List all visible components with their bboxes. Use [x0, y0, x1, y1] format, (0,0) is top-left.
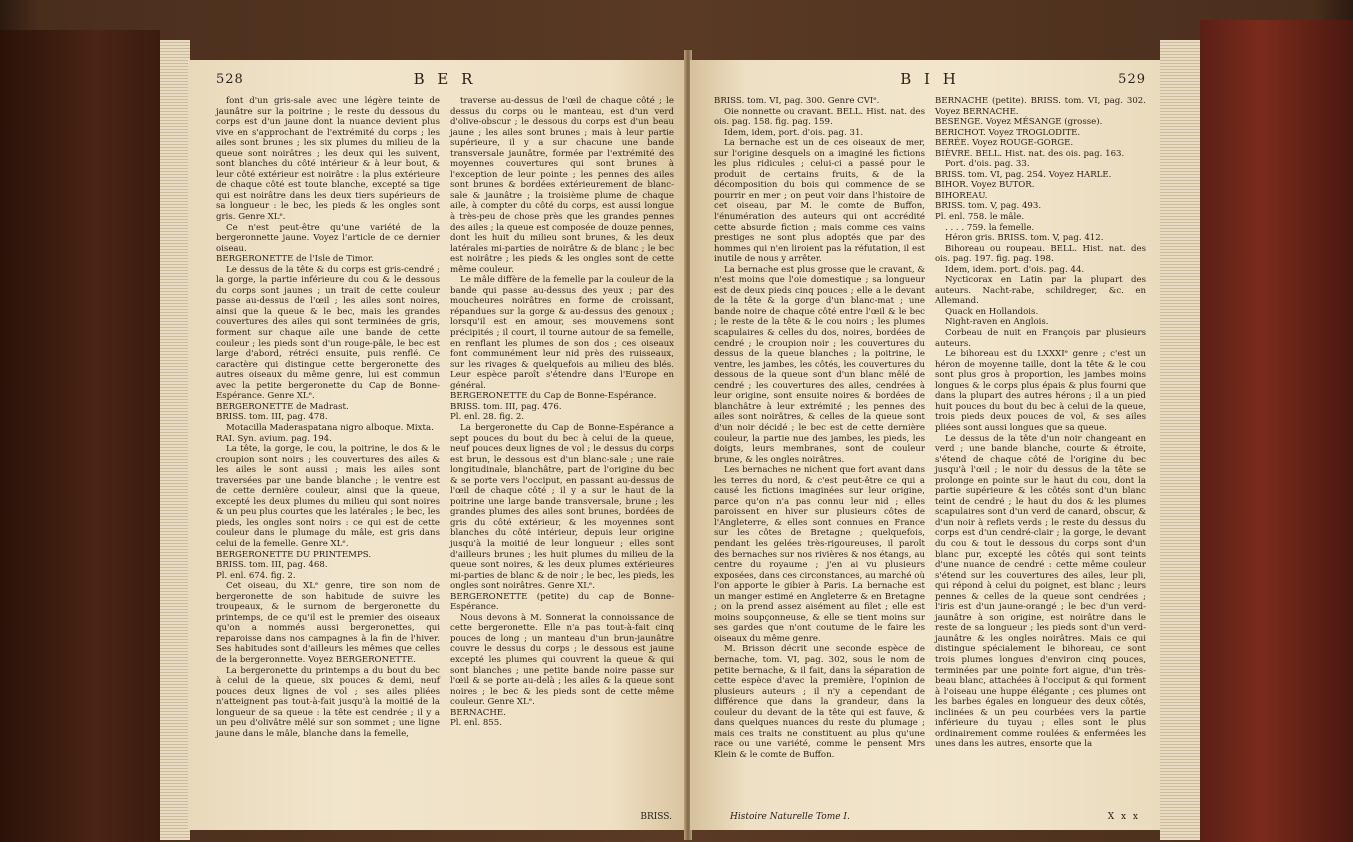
text-paragraph: Héron gris. BRISS. tom. V, pag. 412.	[945, 233, 1104, 244]
text-paragraph: BRISS. tom. VI, pag. 254. Voyez HARLE.	[935, 169, 1112, 180]
left-running-head: B E R	[413, 70, 477, 88]
text-paragraph: font d'un gris-sale avec une légère teinte de jaunâtre sur la poitrine ; le reste du dessous du corps est d'un jaune dont la nuance devient plus vive en s'approchant de l'extrémité du corps ; les ailes sont brunes ; les six plumes du milieu de la queue sont noirâtres ; les deux qui les suivent, sont blanches du côté intérieur & à leur bout, & leur côté extérieur est noirâtre : la plus extérieure de chaque côté est toute blanche, excepté sa tige qui est noirâtre dans les deux tiers supérieurs de sa longueur : le bec, les pieds & les ongles sont gris. Genre XLᵉ.	[216, 96, 440, 223]
text-paragraph: BERGERONETTE (petite) du cap de Bonne-Espérance.	[450, 591, 674, 613]
text-paragraph: La bergeronette du printemps a du bout du bec à celui de la queue, six pouces & demi, neuf pouces deux lignes de vol ; ses ailes pliées n'atteignent pas tout-à-fait jusqu'à la moitié de la longueur de sa queue : la tête est cendrée ; il y a un peu d'olivâtre mêlé sur son sommet ; une ligne jaune dans le mâle, blanche dans la femelle,	[216, 665, 440, 739]
text-paragraph: BIHOREAU.	[935, 190, 988, 201]
signature-mark: X x x	[1107, 812, 1140, 822]
text-paragraph: Le bihoreau est du LXXXIᵉ genre ; c'est un héron de moyenne taille, dont la tête & le cou sont plus gros à proportion, les jambes moins longues & le corps plus épais & plus fourni que dans la plupart des autres hérons ; il a un pied huit pouces du bout du bec à celui de la queue, trois pieds deux pouces de vol, & ses ailes pliées sont aussi longues que sa queue.	[935, 349, 1146, 433]
text-paragraph: Les bernaches ne nichent que fort avant dans les terres du nord, & c'est peut-être ce qui a causé les fictions imaginées sur leur origine, parce qu'on n'a pas connu leur nid ; elles paroissent en hiver sur plusieurs côtes de l'Angleterre, & elles sont connues en France sur les côtes de Bretagne ; quelquefois, pendant les gelées très-rigoureuses, il paroît des bernaches sur nos rivières & nos étangs, au centre du royaume ; j'en ai vu plusieurs exposées, dans ces circonstances, au marché où l'on apporte le gibier à Paris. La bernache est un manger estimé en Angleterre & en Bretagne ; on la prend assez aisément au filet ; elle est moins soupçonneuse, & elle se tient moins sur ses gardes que n'ont coutume de le faire les oiseaux du même genre.	[714, 465, 925, 644]
text-paragraph: BRISS. tom. VI, pag. 300. Genre CVIᵉ.	[714, 96, 880, 106]
book-cover-right	[1200, 20, 1353, 842]
text-paragraph: Pl. enl. 28. fig. 2.	[450, 412, 525, 423]
text-paragraph: Nous devons à M. Sonnerat la connoissance de cette bergeronette. Elle n'a pas tout-à-fait cinq pouces de long ; un manteau d'un brun-jaunâtre couvre le dessus du corps ; le dessous est jaune excepté les plumes qui couvrent la queue & qui sont blanches ; une petite bande noire passe sur l'œil & se porte au-delà ; les ailes & la queue sont noires ; le bec & les pieds sont de cette même couleur. Genre XLᵉ.	[450, 612, 674, 708]
text-paragraph: BERGERONETTE DU PRINTEMPS.	[216, 549, 372, 560]
text-paragraph: BERÉE. Voyez ROUGE-GORGE.	[935, 138, 1074, 149]
page-edges-right	[1160, 40, 1200, 840]
text-paragraph: BIHOR. Voyez BUTOR.	[935, 180, 1035, 191]
text-paragraph: BRISS. tom. V, pag. 493.	[935, 201, 1042, 212]
right-column-1	[714, 96, 925, 760]
text-paragraph: Bihoreau ou roupeau. BELL. Hist. nat. des ois. pag. 197. fig. pag. 198.	[935, 243, 1146, 265]
left-column-1	[216, 96, 440, 739]
right-page-header	[714, 70, 1146, 96]
text-paragraph: Night-raven en Anglois.	[945, 317, 1049, 328]
book-cover-left	[0, 30, 160, 842]
text-paragraph: traverse au-dessus de l'œil de chaque côté ; le dessus du corps ou le manteau, est d'un verd d'olive-obscur ; le dessous du corps est d'un beau jaune ; les ailes sont brunes ; mais à leur partie supérieure, il y a sur chacune une bande transversale jaunâtre, formée par l'extrémité des moyennes couvertures qui sont brunes à l'exception de leur pointe ; les pennes des ailes sont brunes & bordées extérieurement de blanc-sale & jaunâtre ; la troisième plume de chaque aile, à compter du côté du corps, est aussi longue à très-peu de chose près que les grandes pennes des ailes ; la queue est composée de douze pennes, dont les huit du milieu sont brunes, & les deux latérales mi-parties de noirâtre & de blanc ; le bec est noirâtre ; les pieds & les ongles sont de cette même couleur.	[450, 96, 674, 275]
left-catchword: BRISS.	[640, 812, 672, 822]
text-paragraph: Port. d'ois. pag. 33.	[945, 159, 1030, 170]
left-page-header	[216, 70, 674, 96]
text-paragraph: Oie nonnette ou cravant. BELL. Hist. nat. des ois. pag. 158. fig. pag. 159.	[714, 106, 925, 128]
text-paragraph: BERGERONETTE de Madrast.	[216, 401, 349, 412]
page-edges-left	[160, 40, 190, 840]
text-paragraph: Nycticorax en Latin par la plupart des auteurs. Nacht-rabe, schildreger, &c. en Allemand.	[935, 275, 1146, 307]
text-paragraph: BRISS. tom. III, pag. 478.	[216, 412, 328, 423]
text-paragraph: BERGERONETTE du Cap de Bonne-Espérance.	[450, 391, 657, 402]
text-paragraph: Pl. enl. 758. le mâle.	[935, 212, 1025, 223]
right-column-2	[935, 96, 1146, 760]
text-paragraph: RAI. Syn. avium. pag. 194.	[216, 433, 332, 444]
text-paragraph: La bernache est un de ces oiseaux de mer, sur l'origine desquels on a imaginé les fictions les plus ridicules ; celui-ci a passé pour le produit de certains fruits, & de la décomposition du bois qui commence de se pourrir en mer ; on peut voir dans l'histoire de cet oiseau, par M. le comte de Buffon, l'énumération des auteurs qui ont accrédité cette absurde fiction ; mais comme ces vains prestiges ne sont plus adoptés que par des hommes qui n'en liroient pas la réfutation, il est inutile de nous y arrêter.	[714, 138, 925, 265]
text-paragraph: BERGERONETTE de l'Isle de Timor.	[216, 254, 374, 265]
text-paragraph: Motacilla Maderaspatana nigro alboque. Mixta.	[226, 422, 434, 433]
text-paragraph: Pl. enl. 855.	[450, 718, 502, 729]
text-paragraph: Ce n'est peut-être qu'une variété de la bergeronnette jaune. Voyez l'article de ce dernier oiseau.	[216, 222, 440, 254]
text-paragraph: BIÈVRE. BELL. Hist. nat. des ois. pag. 163.	[935, 148, 1125, 159]
text-paragraph: Le mâle diffère de la femelle par la couleur de la bande qui passe au-dessus des yeux ; par des moucheures noirâtres en forme de croissant, répandues sur la gorge & au-dessus des genoux ; lorsqu'il est en amour, ses mouvemens sont précipités ; il court, il tourne autour de sa femelle, en renflant les plumes de son dos ; ces oiseaux font communément leur nid près des ruisseaux, sur les rivages & quelquefois au milieu des blés. Leur espèce paroît s'étendre dans l'Europe en général.	[450, 275, 674, 391]
text-paragraph: Corbeau de nuit en François par plusieurs auteurs.	[935, 328, 1146, 349]
text-paragraph: Le dessus de la tête & du corps est gris-cendré ; la gorge, la partie inférieure du cou & le dessous du corps sont jaunes ; un trait de cette couleur passe au-dessus de l'œil ; les ailes sont noires, ainsi que la queue & le bec, mais les grandes couvertures des ailes qui sont terminées de gris, forment sur chaque aile une bande de cette couleur ; les pieds sont d'un rouge-pâle, le bec est large d'abord, rétréci ensuite, puis renflé. Ce caractère qui distingue cette bergeronette des autres oiseaux du même genre, lui est commun avec la petite bergeronette du Cap de Bonne-Espérance. Genre XLᵉ.	[216, 264, 440, 402]
left-page	[188, 60, 686, 830]
text-paragraph: Le dessus de la tête d'un noir changeant en verd ; une bande blanche, courte & étroite, s'étend de chaque côté de l'origine du bec jusqu'à l'œil ; le noir du dessus de la tête se prolonge en pointe sur le haut du cou, dont la partie supérieure & les côtés sont d'un blanc teint de cendré ; le haut du dos & les plumes scapulaires sont d'un verd de canard, obscur, & d'un noir à reflets verds ; le reste du dessus du corps est d'un cendré-clair ; la gorge, le devant du cou & tout le dessous du corps sont d'un blanc pur, excepté les côtés qui sont teints d'une nuance de cendré : cette même couleur s'étend sur les couvertures des ailes, leur pli, qui répond à celui du poignet, est blanc ; leurs pennes & celles de la queue sont cendrées ; l'iris est d'un jaune-orangé ; le bec d'un verd-jaunâtre à son origine, est noirâtre dans le reste de sa longueur ; les pieds sont d'un verd-jaunâtre & les ongles noirâtres. Mais ce qui distingue spécialement le bihoreau, ce sont trois plumes longues d'environ cinq pouces, terminées par une pointe fort aigue, d'un très-beau blanc, attachées à l'occiput & qui forment à l'oiseau une huppe élégante ; ces plumes ont les barbes égales en longueur des deux côtés, inclinées & un peu courbées vers la partie inférieure du tuyau ; elles sont le plus ordinairement comme roulées & enfermées les unes dans les autres, ensorte que la	[935, 433, 1146, 750]
right-page-number: 529	[1118, 72, 1146, 87]
text-paragraph: BESENGE. Voyez MÉSANGE (grosse).	[935, 117, 1103, 128]
text-paragraph: Quack en Hollandois.	[945, 306, 1039, 317]
text-paragraph: La bergeronette du Cap de Bonne-Espérance a sept pouces du bout du bec à celui de la queue, neuf pouces deux lignes de vol ; le dessus du corps est brun, le dessous est d'un blanc-sale ; une raie longitudinale, blanchâtre, part de l'origine du bec & se porte vers l'occiput, en passant au-dessus de l'œil de chaque côté ; il y a sur le haut de la poitrine une large bande transversale, brune ; les grandes plumes des ailes sont brunes, bordées de gris du côté extérieur, & les moyennes sont blanches du côté intérieur, depuis leur origine jusqu'à la moitié de leur longueur ; elles sont d'ailleurs brunes ; les huit plumes du milieu de la queue sont noires, & les deux plumes extérieures mi-parties de blanc & de noir ; le bec, les pieds, les ongles sont noirâtres. Genre XLᵉ.	[450, 422, 674, 592]
right-page-footer	[730, 812, 1140, 822]
text-paragraph: BRISS. tom. III, pag. 476.	[450, 401, 562, 412]
volume-footer: Histoire Naturelle Tome I.	[730, 812, 850, 822]
text-paragraph: Idem, idem. port. d'ois. pag. 44.	[945, 264, 1085, 275]
text-paragraph: . . . . 759. la femelle.	[945, 222, 1035, 233]
text-paragraph: BERNACHE (petite). BRISS. tom. VI, pag. 302. Voyez BERNACHE.	[935, 96, 1146, 117]
left-column-2	[450, 96, 674, 739]
right-running-head: B I H	[900, 70, 960, 88]
text-paragraph: BERNACHE.	[450, 707, 506, 718]
text-paragraph: M. Brisson décrit une seconde espèce de bernache, tom. VI, pag. 302, sous le nom de petite bernache, & il fait, dans la séparation de cette espèce d'avec la première, l'opinion de plusieurs auteurs ; il n'y a cependant de différence que dans la grandeur, dans la couleur du devant de la tête qui est fauve, & dans quelques nuances du reste du plumage ; mais ces traits ne constituent au plus qu'une race ou une variété, comme le pensent Mrs Klein & le comte de Buffon.	[714, 644, 925, 760]
text-paragraph: La tête, la gorge, le cou, la poitrine, le dos & le croupion sont noirs ; les couvertures des ailes & les ailes le sont aussi ; mais les ailes sont traversées par une bande blanche ; le ventre est de cette dernière couleur, ainsi que la queue, excepté les deux plumes du milieu qui sont noires & un peu plus courtes que les latérales ; le bec, les pieds, les ongles sont noirs : ce qui est de cette couleur dans le plumage du mâle, est gris dans celui de la femelle. Genre XLᵉ.	[216, 444, 440, 549]
text-paragraph: BERICHOT. Voyez TROGLODITE.	[935, 127, 1081, 138]
text-paragraph: BRISS. tom. III, pag. 468.	[216, 560, 328, 571]
text-paragraph: Pl. enl. 674. fig. 2.	[216, 570, 296, 581]
text-paragraph: La bernache est plus grosse que le cravant, & n'est moins que l'oie domestique ; sa longueur est de deux pieds cinq pouces ; elle a le devant de la tête & la gorge d'un blanc-mat ; une bande noire de chaque côté entre l'œil & le bec ; le reste de la tête & le cou noirs ; les plumes scapulaires & celles du dos, noires, bordées de cendré ; le croupion noir ; les couvertures du dessus de la queue blanches ; la poitrine, le ventre, les jambes, les côtés, les couvertures du dessous de la queue sont d'un blanc mêlé de cendré ; les couvertures des ailes, cendrées à leur origine, sont ensuite noires & bordées de blanchâtre à leur extrémité ; les pennes des ailes sont noirâtres, & celles de la queue sont d'un noir décidé ; le bec est de cette dernière couleur, la partie nue des jambes, les pieds, les doigts, leurs membranes, sont de couleur brune, & les ongles noirâtres.	[714, 264, 925, 465]
text-paragraph: Cet oiseau, du XLᵉ genre, tire son nom de bergeronette de son habitude de suivre les troupeaux, & le surnom de bergeronette du printemps, de ce qu'il est le premier des oiseaux qu'on a nommés aussi bergeronettes, qui reparoisse dans nos campagnes à la fin de l'hiver. Ses habitudes sont d'ailleurs les mêmes que celles de la bergeronnette. Voyez BERGERONETTE.	[216, 581, 440, 665]
text-paragraph: Idem, idem, port. d'ois. pag. 31.	[724, 127, 864, 138]
left-page-number: 528	[216, 72, 244, 87]
right-page	[690, 60, 1160, 830]
